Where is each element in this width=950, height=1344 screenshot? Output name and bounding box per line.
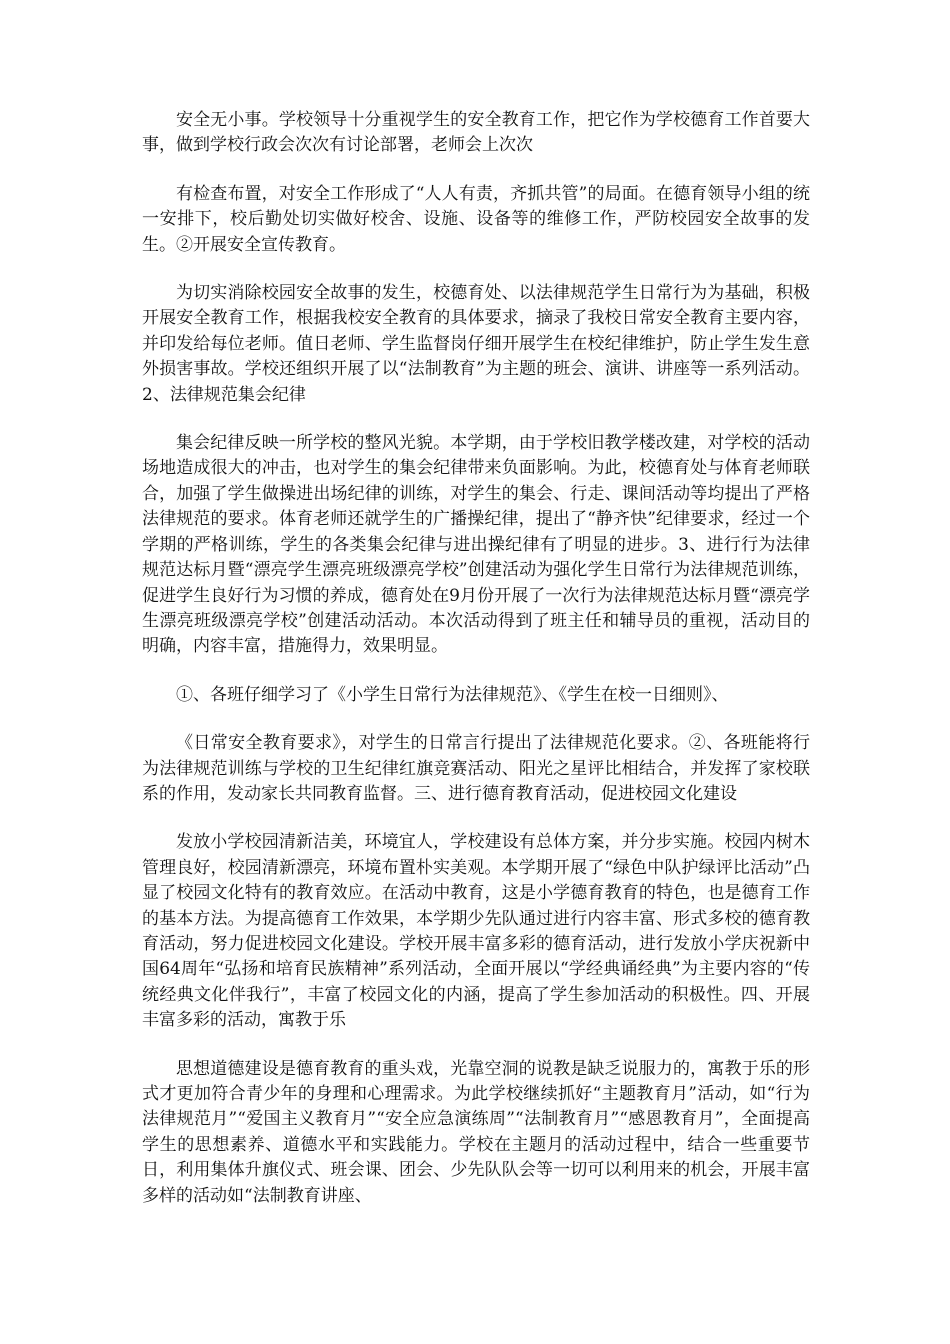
paragraph-8: 思想道德建设是德育教育的重头戏，光靠空洞的说教是缺乏说服力的，寓教于乐的形式才更加符合青少年的身理和心理需求。为此学校继续抓好“主题教育月”活动，如“行为法律规范月”“爱国主义教育月”“安全应急演练周”“法制教育月”“感恩教育月”，全面提高学生的思想素养、道德水平和实践能力。学校在主题月的活动过程中，结合一些重要节日，利用集体升旗仪式、班会课、团会、少先队队会等一切可以利用来的机会，开展丰富多样的活动如“法制教育讲座、	[142, 1058, 810, 1206]
paragraph-7: 发放小学校园清新洁美，环境宜人，学校建设有总体方案，并分步实施。校园内树木管理良好，校园清新漂亮，环境布置朴实美观。本学期开展了“绿色中队护绿评比活动”凸显了校园文化特有的教育效应。在活动中教育，这是小学德育教育的特色，也是德育工作的基本方法。为提高德育工作效果，本学期少先队通过进行内容丰富、形式多校的德育教育活动，努力促进校园文化建设。学校开展丰富多彩的德育活动，进行发放小学庆祝新中国64周年“弘扬和培育民族精神”系列活动，全面开展以“学经典诵经典”为主要内容的“传统经典文化伴我行”，丰富了校园文化的内涵，提高了学生参加活动的积极性。四、开展丰富多彩的活动，寓教于乐	[142, 832, 810, 1031]
paragraph-5: ①、各班仔细学习了《小学生日常行为法律规范》、《学生在校一日细则》、	[176, 684, 729, 705]
paragraph-3: 为切实消除校园安全故事的发生，校德育处、以法律规范学生日常行为为基础，积极开展安全教育工作，根据我校安全教育的具体要求，摘录了我校日常安全教育主要内容，并印发给每位老师。值日老师、学生监督岗仔细开展学生在校纪律维护，防止学生发生意外损害事故。学校还组织开展了以“法制教育”为主题的班会、演讲、讲座等一系列活动。2、法律规范集会纪律	[142, 283, 810, 405]
paragraph-1: 安全无小事。学校领导十分重视学生的安全教育工作，把它作为学校德育工作首要大事，做到学校行政会次次有讨论部署，老师会上次次	[142, 110, 810, 156]
paragraph-2: 有检查布置，对安全工作形成了“人人有责，齐抓共管”的局面。在德育领导小组的统一安排下，校后勤处切实做好校舍、设施、设备等的维修工作，严防校园安全故事的发生。②开展安全宣传教育。	[142, 183, 810, 255]
document-body	[142, 108, 810, 1232]
paragraph-4: 集会纪律反映一所学校的整风光貌。本学期，由于学校旧教学楼改建，对学校的活动场地造成很大的冲击，也对学生的集会纪律带来负面影响。为此，校德育处与体育老师联合，加强了学生做操进出场纪律的训练，对学生的集会、行走、课间活动等均提出了严格法律规范的要求。体育老师还就学生的广播操纪律，提出了“静齐快”纪律要求，经过一个学期的严格训练，学生的各类集会纪律与进出操纪律有了明显的进步。3、进行行为法律规范达标月暨“漂亮学生漂亮班级漂亮学校”创建活动为强化学生日常行为法律规范训练，促进学生良好行为习惯的养成，德育处在9月份开展了一次行为法律规范达标月暨“漂亮学生漂亮班级漂亮学校”创建活动活动。本次活动得到了班主任和辅导员的重视，活动目的明确，内容丰富，措施得力，效果明显。	[142, 433, 810, 657]
paragraph-6: 《日常安全教育要求》，对学生的日常言行提出了法律规范化要求。②、各班能将行为法律规范训练与学校的卫生纪律红旗竞赛活动、阳光之星评比相结合，并发挥了家校联系的作用，发动家长共同教育监督。三、进行德育教育活动，促进校园文化建设	[142, 733, 810, 804]
